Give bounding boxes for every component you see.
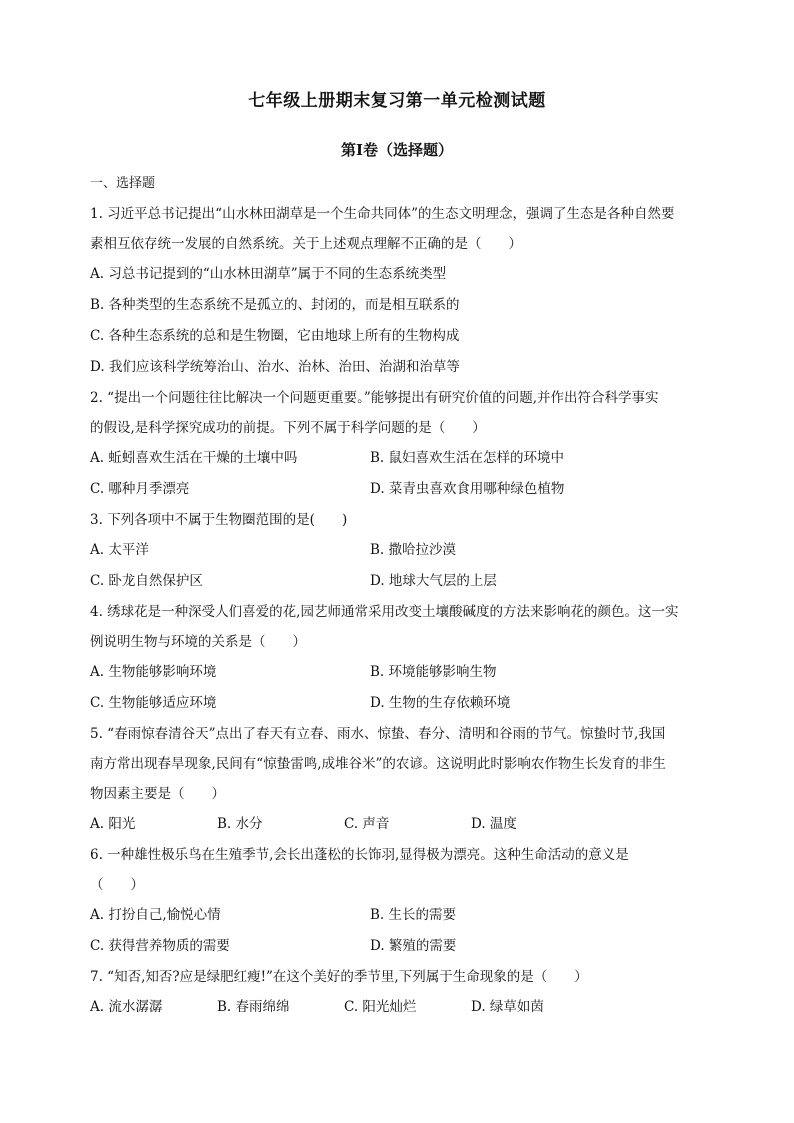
option-b: B. 水分	[217, 816, 263, 832]
option-b: B. 生长的需要	[370, 907, 457, 923]
option-d: D. 绿草如茵	[471, 999, 544, 1015]
option-c: C. 生物能够适应环境	[90, 695, 217, 711]
options	[90, 443, 710, 505]
question-stem: 3. 下列各项中不属于生物圈范围的是( )	[90, 512, 348, 528]
question-stem: 1. 习近平总书记提出“山水林田湖草是一个生命共同体”的生态文明理念，强调了生态是各种自然要	[90, 206, 675, 222]
options	[90, 535, 710, 597]
question-stem: 5. “春雨惊春清谷天”点出了春天有立春、雨水、惊蛰、春分、清明和谷雨的节气。惊蛰时节,我国	[90, 726, 666, 742]
option-d: D. 菜青虫喜欢食用哪种绿色植物	[370, 481, 565, 497]
page-title: 七年级上册期末复习第一单元检测试题	[248, 91, 546, 111]
option-d: D. 繁殖的需要	[370, 938, 457, 954]
option-b: B. 撒哈拉沙漠	[370, 542, 457, 558]
question-list	[90, 199, 710, 1023]
option-a: A. 阳光	[90, 816, 136, 832]
question-stem: 4. 绣球花是一种深受人们喜爱的花,园艺师通常采用改变土壤酸碱度的方法来影响花的颜色。这一实	[90, 604, 679, 620]
options	[90, 992, 710, 1023]
question-stem: 7. “知否,知否?应是绿肥红瘦!”在这个美好的季节里,下列属于生命现象的是（ ）	[90, 969, 588, 985]
question-stem: 南方常出现春旱现象,民间有“惊蛰雷鸣,成堆谷米”的农谚。这说明此时影响农作物生长发育的非生	[90, 756, 666, 772]
question-stem: 例说明生物与环境的关系是（ ）	[90, 634, 306, 650]
question-5	[90, 719, 710, 840]
question-stem: 素相互依存统一发展的自然系统。关于上述观点理解不正确的是（ ）	[90, 236, 522, 252]
option-c: C. 声音	[344, 816, 390, 832]
option-c: C. 获得营养物质的需要	[90, 938, 230, 954]
option-a: A. 太平洋	[90, 542, 149, 558]
option-c: C. 阳光灿烂	[344, 999, 417, 1015]
option-a: A. 流水潺潺	[90, 999, 163, 1015]
option-d: D. 地球大气层的上层	[370, 573, 497, 589]
option-b: B. 鼠妇喜欢生活在怎样的环境中	[370, 450, 565, 466]
option-c: C. 哪种月季漂亮	[90, 481, 190, 497]
option-a: A. 打扮自己,愉悦心情	[90, 907, 221, 923]
option-c: C. 卧龙自然保护区	[90, 573, 203, 589]
option-b: B. 各种类型的生态系统不是孤立的、封闭的，而是相互联系的	[90, 297, 460, 313]
question-7	[90, 962, 710, 1023]
option-c: C. 各种生态系统的总和是生物圈，它由地球上所有的生物构成	[90, 328, 460, 344]
section-heading: 第Ⅰ卷（选择题）	[340, 141, 454, 159]
option-d: D. 生物的生存依赖环境	[370, 695, 511, 711]
options	[90, 657, 710, 719]
options	[90, 809, 710, 840]
options	[90, 900, 710, 962]
question-3	[90, 505, 710, 597]
question-type-label: 一、选择题	[90, 176, 156, 191]
options	[90, 259, 710, 383]
question-2	[90, 383, 710, 505]
question-6	[90, 840, 710, 962]
question-stem: 物因素主要是（ ）	[90, 786, 225, 802]
question-1	[90, 199, 710, 383]
option-b: B. 春雨绵绵	[217, 999, 290, 1015]
option-a: A. 习总书记提到的“山水林田湖草”属于不同的生态系统类型	[90, 266, 447, 282]
option-d: D. 我们应该科学统筹治山、治水、治林、治田、治湖和治草等	[90, 359, 460, 375]
option-b: B. 环境能够影响生物	[370, 664, 497, 680]
question-stem: 6. 一种雄性极乐鸟在生殖季节,会长出蓬松的长饰羽,显得极为漂亮。这种生命活动的意义是	[90, 847, 629, 863]
question-stem: 2. “提出一个问题往往比解决一个问题更重要。”能够提出有研究价值的问题,并作出符合科学事实	[90, 390, 659, 406]
question-stem: 的假设,是科学探究成功的前提。下列不属于科学问题的是（ ）	[90, 420, 486, 436]
option-a: A. 生物能够影响环境	[90, 664, 217, 680]
option-a: A. 蚯蚓喜欢生活在干燥的土壤中吗	[90, 450, 298, 466]
option-d: D. 温度	[471, 816, 517, 832]
question-4	[90, 597, 710, 719]
question-stem: （ ）	[90, 877, 144, 893]
